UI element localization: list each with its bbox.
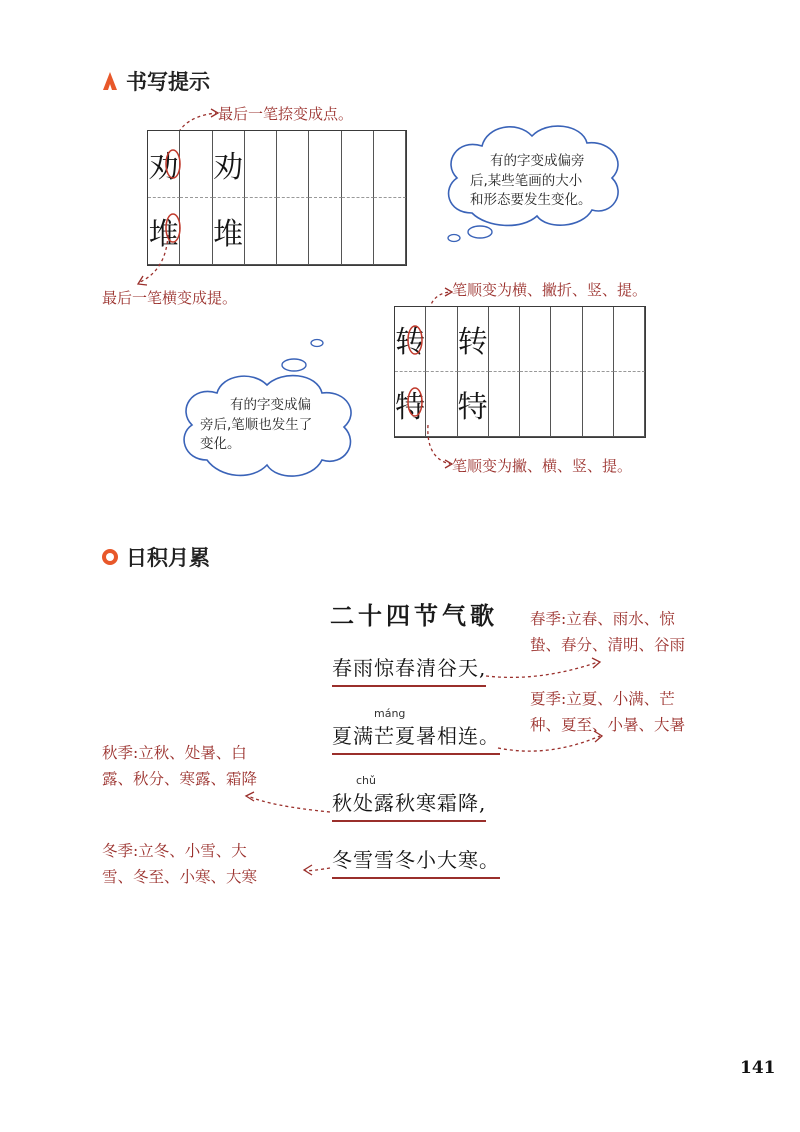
section-title-text: 日积月累 (126, 546, 210, 570)
grid-char: 特 (457, 390, 488, 425)
grid-char: 劝 (213, 150, 244, 185)
grid-char: 劝 (148, 150, 179, 185)
pinyin-chu: chǔ (356, 774, 376, 787)
season-line: 夏季:立夏、小满、芒 (530, 690, 675, 708)
note-stroke-order-zhuan: 笔顺变为横、撇折、竖、提。 (452, 281, 648, 299)
cloud-line: 有的字变成偏旁 (490, 153, 585, 169)
grid-char: 特 (395, 390, 426, 425)
cloud-line: 后,某些笔画的大小 (470, 172, 583, 189)
note-last-stroke-rise: 最后一笔横变成提。 (102, 289, 238, 307)
note-last-stroke-dot: 最后一笔捺变成点。 (218, 105, 354, 123)
cloud-line: 有的字变成偏 (230, 397, 311, 413)
note-stroke-order-te: 笔顺变为撇、横、竖、提。 (452, 457, 633, 475)
season-line: 春季:立春、雨水、惊 (530, 610, 675, 628)
poem-line-4: 冬雪雪冬小大寒。 (332, 844, 500, 879)
grid-char: 堆 (148, 217, 179, 252)
season-line: 蛰、春分、清明、谷雨 (530, 636, 686, 655)
season-line: 露、秋分、寒露、霜降 (102, 770, 258, 789)
poem-line-2: 夏满芒夏暑相连。 (332, 720, 500, 755)
cloud-line: 和形态要发生变化。 (470, 192, 592, 209)
season-line: 雪、冬至、小寒、大寒 (102, 868, 258, 887)
grid-char: 堆 (213, 217, 244, 252)
poem-title: 二十四节气歌 (330, 601, 498, 630)
season-line: 秋季:立秋、处暑、白 (102, 744, 247, 762)
section-title-text: 书写提示 (126, 70, 210, 94)
season-line: 冬季:立冬、小雪、大 (102, 842, 247, 860)
poem-line-1: 春雨惊春清谷天, (332, 652, 486, 687)
poem-line-3: 秋处露秋寒霜降, (332, 787, 486, 822)
page-number: 141 (740, 1058, 776, 1078)
pinyin-mang: máng (374, 707, 406, 720)
cloud-line: 变化。 (200, 436, 241, 453)
cloud-line: 旁后,笔顺也发生了 (200, 416, 313, 433)
grid-char: 转 (395, 325, 426, 360)
season-line: 种、夏至、小暑、大暑 (530, 716, 686, 735)
grid-char: 转 (457, 325, 488, 360)
